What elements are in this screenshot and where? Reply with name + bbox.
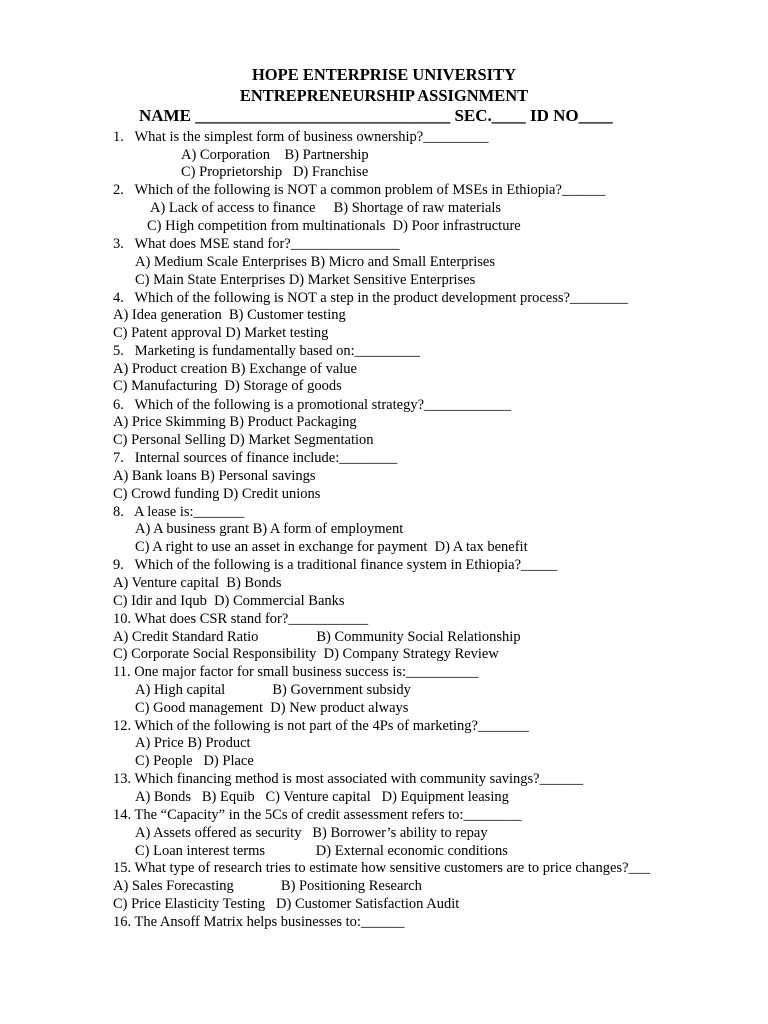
question-2: 2. Which of the following is NOT a common problem of MSEs in Ethiopia?______ [113,182,606,198]
q4-options-ab: A) Idea generation B) Customer testing [113,307,346,323]
question-1: 1. What is the simplest form of business ownership?_________ [113,129,489,145]
name-section-id-line: NAME ______________________________ SEC.____ ID NO____ [139,106,613,125]
question-14: 14. The “Capacity” in the 5Cs of credit assessment refers to:________ [113,807,522,823]
q14-options-cd: C) Loan interest terms D) External economic conditions [135,843,508,859]
assignment-title: ENTREPRENEURSHIP ASSIGNMENT [239,86,529,105]
question-4: 4. Which of the following is NOT a step in the product development process?________ [113,290,628,306]
question-9: 9. Which of the following is a traditional finance system in Ethiopia?_____ [113,557,558,573]
q5-options-cd: C) Manufacturing D) Storage of goods [113,378,342,394]
question-12: 12. Which of the following is not part of the 4Ps of marketing?_______ [113,718,529,734]
q2-options-cd: C) High competition from multinationals D) Poor infrastructure [147,218,521,234]
q10-options-cd: C) Corporate Social Responsibility D) Company Strategy Review [113,646,499,662]
q2-options-ab: A) Lack of access to finance B) Shortage of raw materials [150,200,502,216]
question-8: 8. A lease is:_______ [113,504,245,520]
q7-options-cd: C) Crowd funding D) Credit unions [113,486,321,502]
question-15: 15. What type of research tries to estimate how sensitive customers are to price changes?___ [113,860,651,876]
question-5: 5. Marketing is fundamentally based on:_________ [113,343,420,359]
question-16: 16. The Ansoff Matrix helps businesses to:______ [113,914,405,930]
q12-options-cd: C) People D) Place [135,753,254,769]
question-13: 13. Which financing method is most associated with community savings?______ [113,771,584,787]
university-title: HOPE ENTERPRISE UNIVERSITY [251,65,517,84]
q15-options-ab: A) Sales Forecasting B) Positioning Research [113,878,422,894]
question-6: 6. Which of the following is a promotional strategy?____________ [113,397,512,413]
q3-options-cd: C) Main State Enterprises D) Market Sensitive Enterprises [135,272,476,288]
q8-options-ab: A) A business grant B) A form of employment [135,521,404,537]
question-7: 7. Internal sources of finance include:________ [113,450,398,466]
q8-options-cd: C) A right to use an asset in exchange for payment D) A tax benefit [135,539,528,555]
q13-options: A) Bonds B) Equib C) Venture capital D) Equipment leasing [135,789,509,805]
q9-options-cd: C) Idir and Iqub D) Commercial Banks [113,593,345,609]
question-3: 3. What does MSE stand for?_______________ [113,236,400,252]
q14-options-ab: A) Assets offered as security B) Borrower’s ability to repay [135,825,488,841]
question-10: 10. What does CSR stand for?___________ [113,611,369,627]
q4-options-cd: C) Patent approval D) Market testing [113,325,329,341]
q6-options-ab: A) Price Skimming B) Product Packaging [113,414,357,430]
q1-options-cd: C) Proprietorship D) Franchise [181,164,369,180]
q7-options-ab: A) Bank loans B) Personal savings [113,468,316,484]
q10-options-ab: A) Credit Standard Ratio B) Community Social Relationship [113,629,521,645]
q11-options-ab: A) High capital B) Government subsidy [135,682,411,698]
q1-options-ab: A) Corporation B) Partnership [181,147,369,163]
q12-options-ab: A) Price B) Product [135,735,251,751]
q3-options-ab: A) Medium Scale Enterprises B) Micro and Small Enterprises [135,254,496,270]
question-11: 11. One major factor for small business success is:__________ [113,664,479,680]
q15-options-cd: C) Price Elasticity Testing D) Customer Satisfaction Audit [113,896,460,912]
q11-options-cd: C) Good management D) New product always [135,700,409,716]
q6-options-cd: C) Personal Selling D) Market Segmentation [113,432,374,448]
q5-options-ab: A) Product creation B) Exchange of value [113,361,357,377]
q9-options-ab: A) Venture capital B) Bonds [113,575,282,591]
